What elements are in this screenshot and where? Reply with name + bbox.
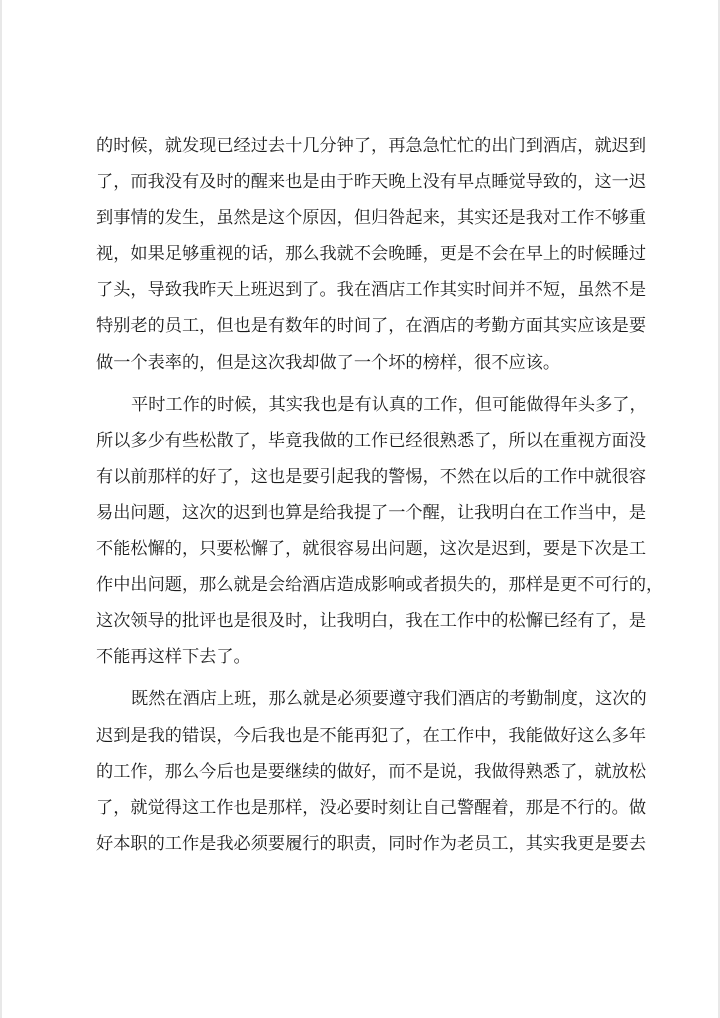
text-line: 有以前那样的好了，这也是要引起我的警惕，不然在以后的工作中就很容	[96, 466, 647, 487]
text-line: 的工作，那么今后也是要继续的做好，而不是说，我做得熟悉了，就放松	[96, 761, 647, 782]
text-line: 迟到是我的错误，今后我也是不能再犯了，在工作中，我能做好这么多年	[96, 725, 647, 746]
text-line: 作中出问题，那么就是会给酒店造成影响或者损失的，那样是更不可行的，	[96, 575, 664, 596]
paragraph-2	[96, 387, 664, 676]
text-line: 这次领导的批评也是很及时，让我明白，我在工作中的松懈已经有了，是	[96, 611, 647, 632]
text-line: 了头，导致我昨天上班迟到了。我在酒店工作其实时间并不短，虽然不是	[96, 280, 647, 301]
text-line: 平时工作的时候，其实我也是有认真的工作，但可能做得年头多了，	[131, 394, 647, 415]
text-line: 到事情的发生，虽然是这个原因，但归咎起来，其实还是我对工作不够重	[96, 208, 647, 229]
text-line: 所以多少有些松散了，毕竟我做的工作已经很熟悉了，所以在重视方面没	[96, 430, 647, 451]
text-line: 易出问题，这次的迟到也算是给我提了一个醒，让我明白在工作当中，是	[96, 502, 647, 523]
paragraph-1	[96, 128, 647, 381]
text-line: 特别老的员工，但也是有数年的时间了，在酒店的考勤方面其实应该是要	[96, 316, 647, 337]
text-line: 了，而我没有及时的醒来也是由于昨天晚上没有早点睡觉导致的，这一迟	[96, 172, 647, 193]
text-line: 的时候，就发现已经过去十几分钟了，再急急忙忙的出门到酒店，就迟到	[96, 136, 647, 156]
text-line: 了，就觉得这工作也是那样，没必要时刻让自己警醒着，那是不行的。做	[96, 797, 647, 818]
document-body	[96, 128, 664, 862]
text-line: 视，如果足够重视的话，那么我就不会晚睡，更是不会在早上的时候睡过	[96, 244, 647, 265]
text-line: 好本职的工作是我必须要履行的职责，同时作为老员工，其实我更是要去	[96, 833, 647, 854]
text-line: 做一个表率的，但是这次我却做了一个坏的榜样，很不应该。	[96, 352, 561, 373]
paragraph-3	[96, 681, 647, 861]
text-line: 不能再这样下去了。	[96, 647, 251, 668]
text-line: 既然在酒店上班，那么就是必须要遵守我们酒店的考勤制度，这次的	[131, 689, 647, 710]
text-line: 不能松懈的，只要松懈了，就很容易出问题，这次是迟到，要是下次是工	[96, 539, 647, 560]
page-edge-left	[0, 0, 2, 1018]
